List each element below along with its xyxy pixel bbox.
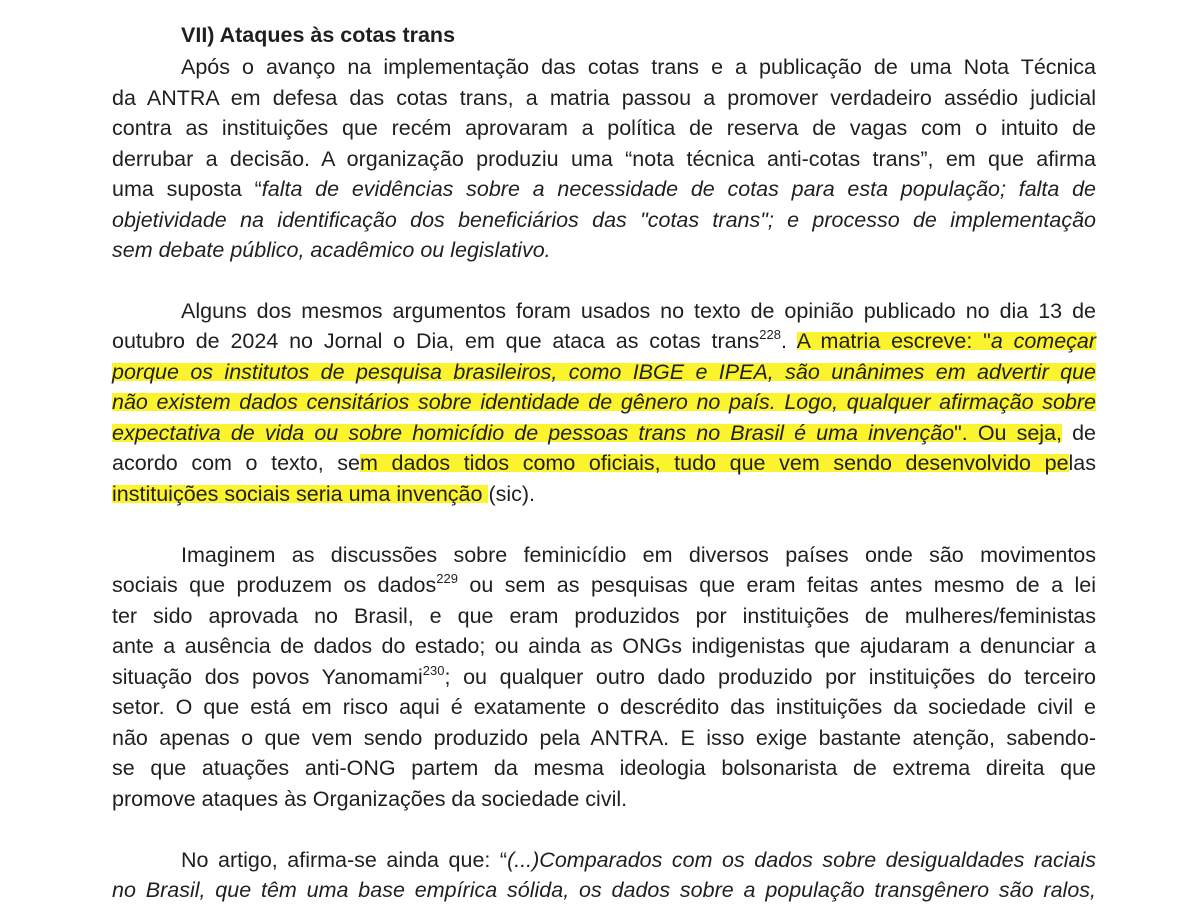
quote-line: sem debate público, acadêmico ou legislativo.	[112, 238, 551, 262]
quote-italic: (...)Comparados com os dados sobre desigualdades raciais	[507, 848, 1096, 872]
footnote-ref-228[interactable]: 228	[759, 327, 781, 342]
text-span: outubro de 2024 no Jornal o Dia, em que ataca as cotas trans	[112, 329, 760, 353]
highlighted-quote: expectativa de vida ou sobre homicídio de pessoas trans no Brasil é uma invenção	[112, 421, 955, 445]
text-line: ante a ausência de dados do estado; ou ainda as ONGs indigenistas que ajudaram a denunciar a	[112, 634, 1096, 658]
footnote-ref-229[interactable]: 229	[436, 571, 458, 586]
text-line: da ANTRA em defesa das cotas trans, a matria passou a promover verdadeiro assédio judicial	[112, 86, 1096, 110]
text-line	[181, 845, 1096, 875]
text-line: promove ataques às Organizações da sociedade civil.	[112, 787, 628, 811]
text-line: Após o avanço na implementação das cotas trans e a publicação de uma Nota Técnica	[181, 55, 1096, 79]
text-span: las	[1068, 451, 1097, 475]
text-span: de	[1062, 421, 1096, 445]
text-span: .	[780, 329, 797, 353]
text-line: setor. O que está em risco aqui é exatamente o descrédito das instituições da sociedade civil e	[112, 695, 1096, 719]
text-span: uma suposta “	[112, 177, 262, 201]
text-span: No artigo, afirma-se ainda que: “	[181, 848, 508, 872]
highlighted-text: instituições sociais seria uma invenção	[112, 482, 489, 506]
text-span: sociais que produzem os dados	[112, 573, 437, 597]
text-span: ; ou qualquer outro dado produzido por instituições do terceiro	[444, 665, 1096, 689]
text-line: derrubar a decisão. A organização produziu uma “nota técnica anti-cotas trans”, em que afirma	[112, 147, 1096, 171]
text-line: contra as instituições que recém aprovaram a política de reserva de vagas com o intuito de	[112, 116, 1096, 140]
text-line	[112, 418, 1096, 448]
footnote-ref-230[interactable]: 230	[422, 663, 445, 678]
text-line: Alguns dos mesmos argumentos foram usados no texto de opinião publicado no dia 13 de	[181, 299, 1096, 323]
quote-line	[112, 387, 1096, 417]
text-span: situação dos povos Yanomami	[112, 665, 423, 689]
highlighted-text: m dados tidos como oficiais, tudo que vem sendo desenvolvido pe	[360, 451, 1069, 475]
quote-line: no Brasil, que têm uma base empírica sólida, os dados sobre a população transgênero são ralos,	[112, 878, 1096, 902]
text-line: Imaginem as discussões sobre feminicídio em diversos países onde são movimentos	[181, 543, 1096, 567]
text-line: se que atuações anti-ONG partem da mesma ideologia bolsonarista de extrema direita que	[112, 756, 1096, 780]
quote-line: objetividade na identificação dos beneficiários das "cotas trans"; e processo de implementação	[112, 208, 1096, 232]
text-line: ter sido aprovada no Brasil, e que eram produzidos por instituições de mulheres/feministas	[112, 604, 1096, 628]
text-line	[112, 174, 1096, 204]
highlighted-text: ". Ou seja,	[954, 421, 1062, 445]
text-line	[112, 448, 1096, 478]
text-line: não apenas o que vem sendo produzido pela ANTRA. E isso exige bastante atenção, sabendo-	[112, 726, 1096, 750]
text-span: A matria escreve: "	[796, 329, 991, 353]
text-span: ou sem as pesquisas que eram feitas antes mesmo de a lei	[457, 573, 1096, 597]
text-line	[112, 326, 1096, 356]
text-line	[112, 662, 1096, 692]
section-heading: VII) Ataques às cotas trans	[181, 23, 456, 47]
highlighted-text: não existem dados censitários sobre identidade de gênero no país. Logo, qualquer afirmação sobre	[112, 390, 1096, 414]
highlighted-text	[797, 329, 1096, 353]
text-line	[112, 479, 1096, 509]
text-span: (sic).	[488, 482, 536, 506]
text-span: acordo com o texto, se	[112, 451, 361, 475]
quote-italic: a começar	[990, 329, 1097, 353]
highlighted-text: porque os institutos de pesquisa brasileiros, como IBGE e IPEA, são unânimes em advertir que	[112, 360, 1096, 384]
text-line	[112, 570, 1096, 600]
quote-line	[112, 357, 1096, 387]
quote-italic: falta de evidências sobre a necessidade de cotas para esta população; falta de	[261, 177, 1097, 201]
